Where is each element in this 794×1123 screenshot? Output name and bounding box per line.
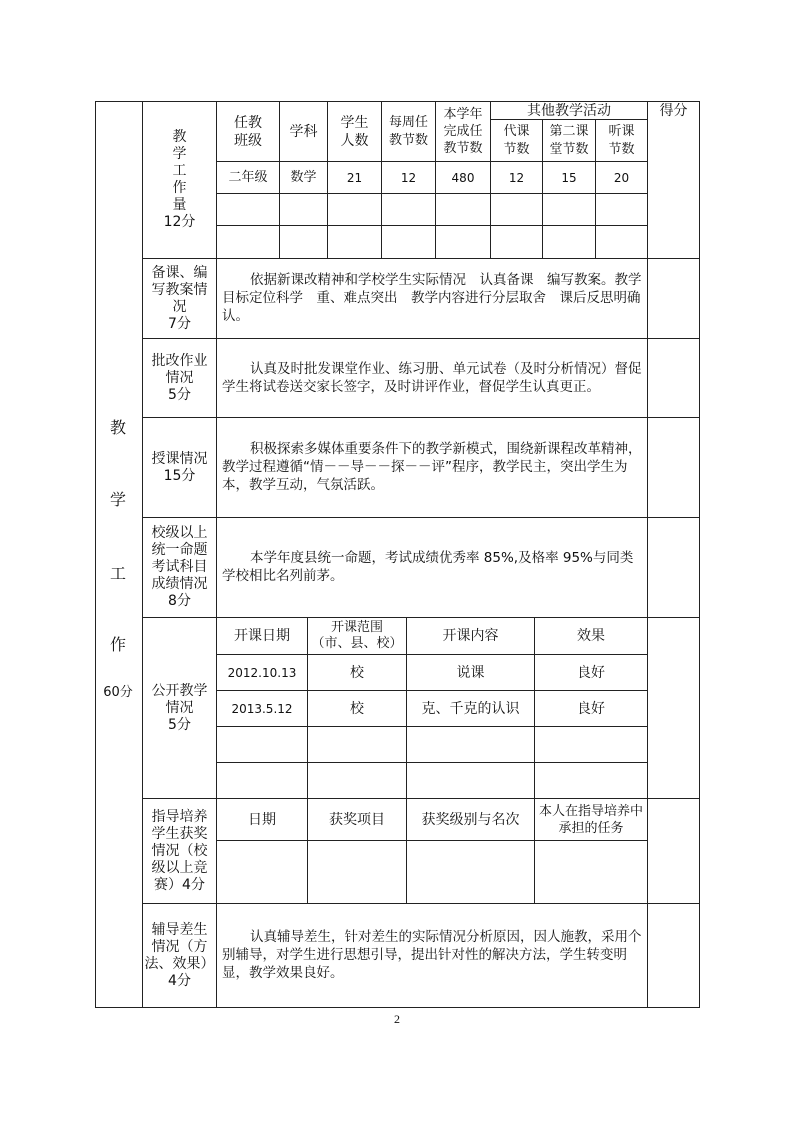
grid-line xyxy=(216,762,647,763)
grid-line xyxy=(216,193,647,194)
open-row-1-content: 说课 xyxy=(456,664,485,681)
open-header-scope: 开课范围 （市、县、校） xyxy=(311,620,403,651)
side-char-4: 作 xyxy=(109,635,126,654)
tutoring-label: 辅导差生 情况（方 法、效果） 4分 xyxy=(144,921,215,989)
cell-subject: 数学 xyxy=(290,169,317,185)
open-row-2-scope: 校 xyxy=(350,700,364,717)
cell-students: 21 xyxy=(346,170,363,185)
side-char-2: 学 xyxy=(109,490,126,509)
cell-second-class: 15 xyxy=(561,170,577,185)
grid-line xyxy=(216,726,647,727)
grid-line xyxy=(142,417,700,418)
grid-line xyxy=(216,840,647,841)
exam-text: 本学年度县统一命题，考试成绩优秀率 85%,及格率 95%与同类学校相比名列前茅。 xyxy=(222,550,634,584)
awards-header-date: 日期 xyxy=(248,811,276,828)
header-subject: 学科 xyxy=(289,123,318,140)
header-second-class: 第二课 堂节数 xyxy=(549,123,589,157)
page-number: 2 xyxy=(394,1012,400,1026)
prep-text: 依据新课改精神和学校学生实际情况 认真备课 编写教案。教学目标定位科学 重、难点突出 教学内容进行分层取舍 课后反思明确认。 xyxy=(222,272,642,324)
grid-line xyxy=(142,517,700,518)
header-other-activities: 其他教学活动 xyxy=(527,102,611,119)
grid-line xyxy=(216,225,647,226)
open-class-label: 公开教学 情况 5分 xyxy=(151,682,208,733)
open-row-2-date: 2013.5.12 xyxy=(231,701,293,716)
grid-line xyxy=(142,258,700,259)
grid-line xyxy=(142,338,700,339)
header-students: 学生 人数 xyxy=(340,114,369,149)
grid-line xyxy=(216,101,217,1008)
workload-label: 教 学 工 作 量 12分 xyxy=(163,129,196,230)
cell-year-total: 480 xyxy=(451,170,475,185)
open-row-1-scope: 校 xyxy=(350,664,364,681)
header-score: 得分 xyxy=(659,102,688,119)
header-listen: 听课 节数 xyxy=(608,123,635,157)
exam-label: 校级以上 统一命题 考试科目 成绩情况 8分 xyxy=(151,525,208,609)
open-header-content: 开课内容 xyxy=(442,628,499,644)
open-header-effect: 效果 xyxy=(577,628,605,644)
cell-listen: 20 xyxy=(613,170,630,185)
header-class: 任教 班级 xyxy=(234,114,262,149)
teaching-text: 积极探索多媒体重要条件下的教学新模式，围绕新课程改革精神，教学过程遵循“情－－导－－探－－评”程序，教学民主，突出学生为本，教学互动，气氛活跃。 xyxy=(222,441,642,493)
side-char-3: 工 xyxy=(109,564,126,583)
header-year-total: 本学年 完成任 教节数 xyxy=(443,107,483,156)
awards-header-role: 本人在指导培养中 承担的任务 xyxy=(538,803,643,836)
teaching-label: 授课情况 15分 xyxy=(151,450,208,484)
open-row-1-date: 2012.10.13 xyxy=(227,665,297,680)
grid-line xyxy=(647,101,648,1008)
awards-header-item: 获奖项目 xyxy=(329,811,385,828)
open-row-1-effect: 良好 xyxy=(577,664,605,681)
cell-weekly: 12 xyxy=(400,170,417,185)
side-score: 60分 xyxy=(103,685,133,700)
side-char-1: 教 xyxy=(109,418,126,437)
cell-class: 二年级 xyxy=(228,169,268,185)
open-row-2-content: 克、千克的认识 xyxy=(421,700,520,717)
prep-label: 备课、编 写教案情 况 7分 xyxy=(151,264,208,332)
homework-text: 认真及时批发课堂作业、练习册、单元试卷（及时分析情况）督促学生将试卷送交家长签字，及时讲评作业，督促学生认真更正。 xyxy=(222,361,642,395)
header-substitute: 代课 节数 xyxy=(503,123,530,157)
awards-header-rank: 获奖级别与名次 xyxy=(421,811,520,828)
awards-label: 指导培养 学生获奖 情况（校 级以上竞 赛）4分 xyxy=(151,808,208,893)
open-header-date: 开课日期 xyxy=(234,628,290,644)
homework-label: 批改作业 情况 5分 xyxy=(151,352,208,403)
cell-substitute: 12 xyxy=(508,170,525,185)
open-row-2-effect: 良好 xyxy=(577,700,605,717)
tutoring-text: 认真辅导差生，针对差生的实际情况分析原因，因人施教，采用个别辅导，对学生进行思想引导，提出针对性的解决方法，学生转变明显，教学效果良好。 xyxy=(222,929,642,981)
header-weekly: 每周任 教节数 xyxy=(388,114,428,148)
grid-line xyxy=(142,903,700,904)
